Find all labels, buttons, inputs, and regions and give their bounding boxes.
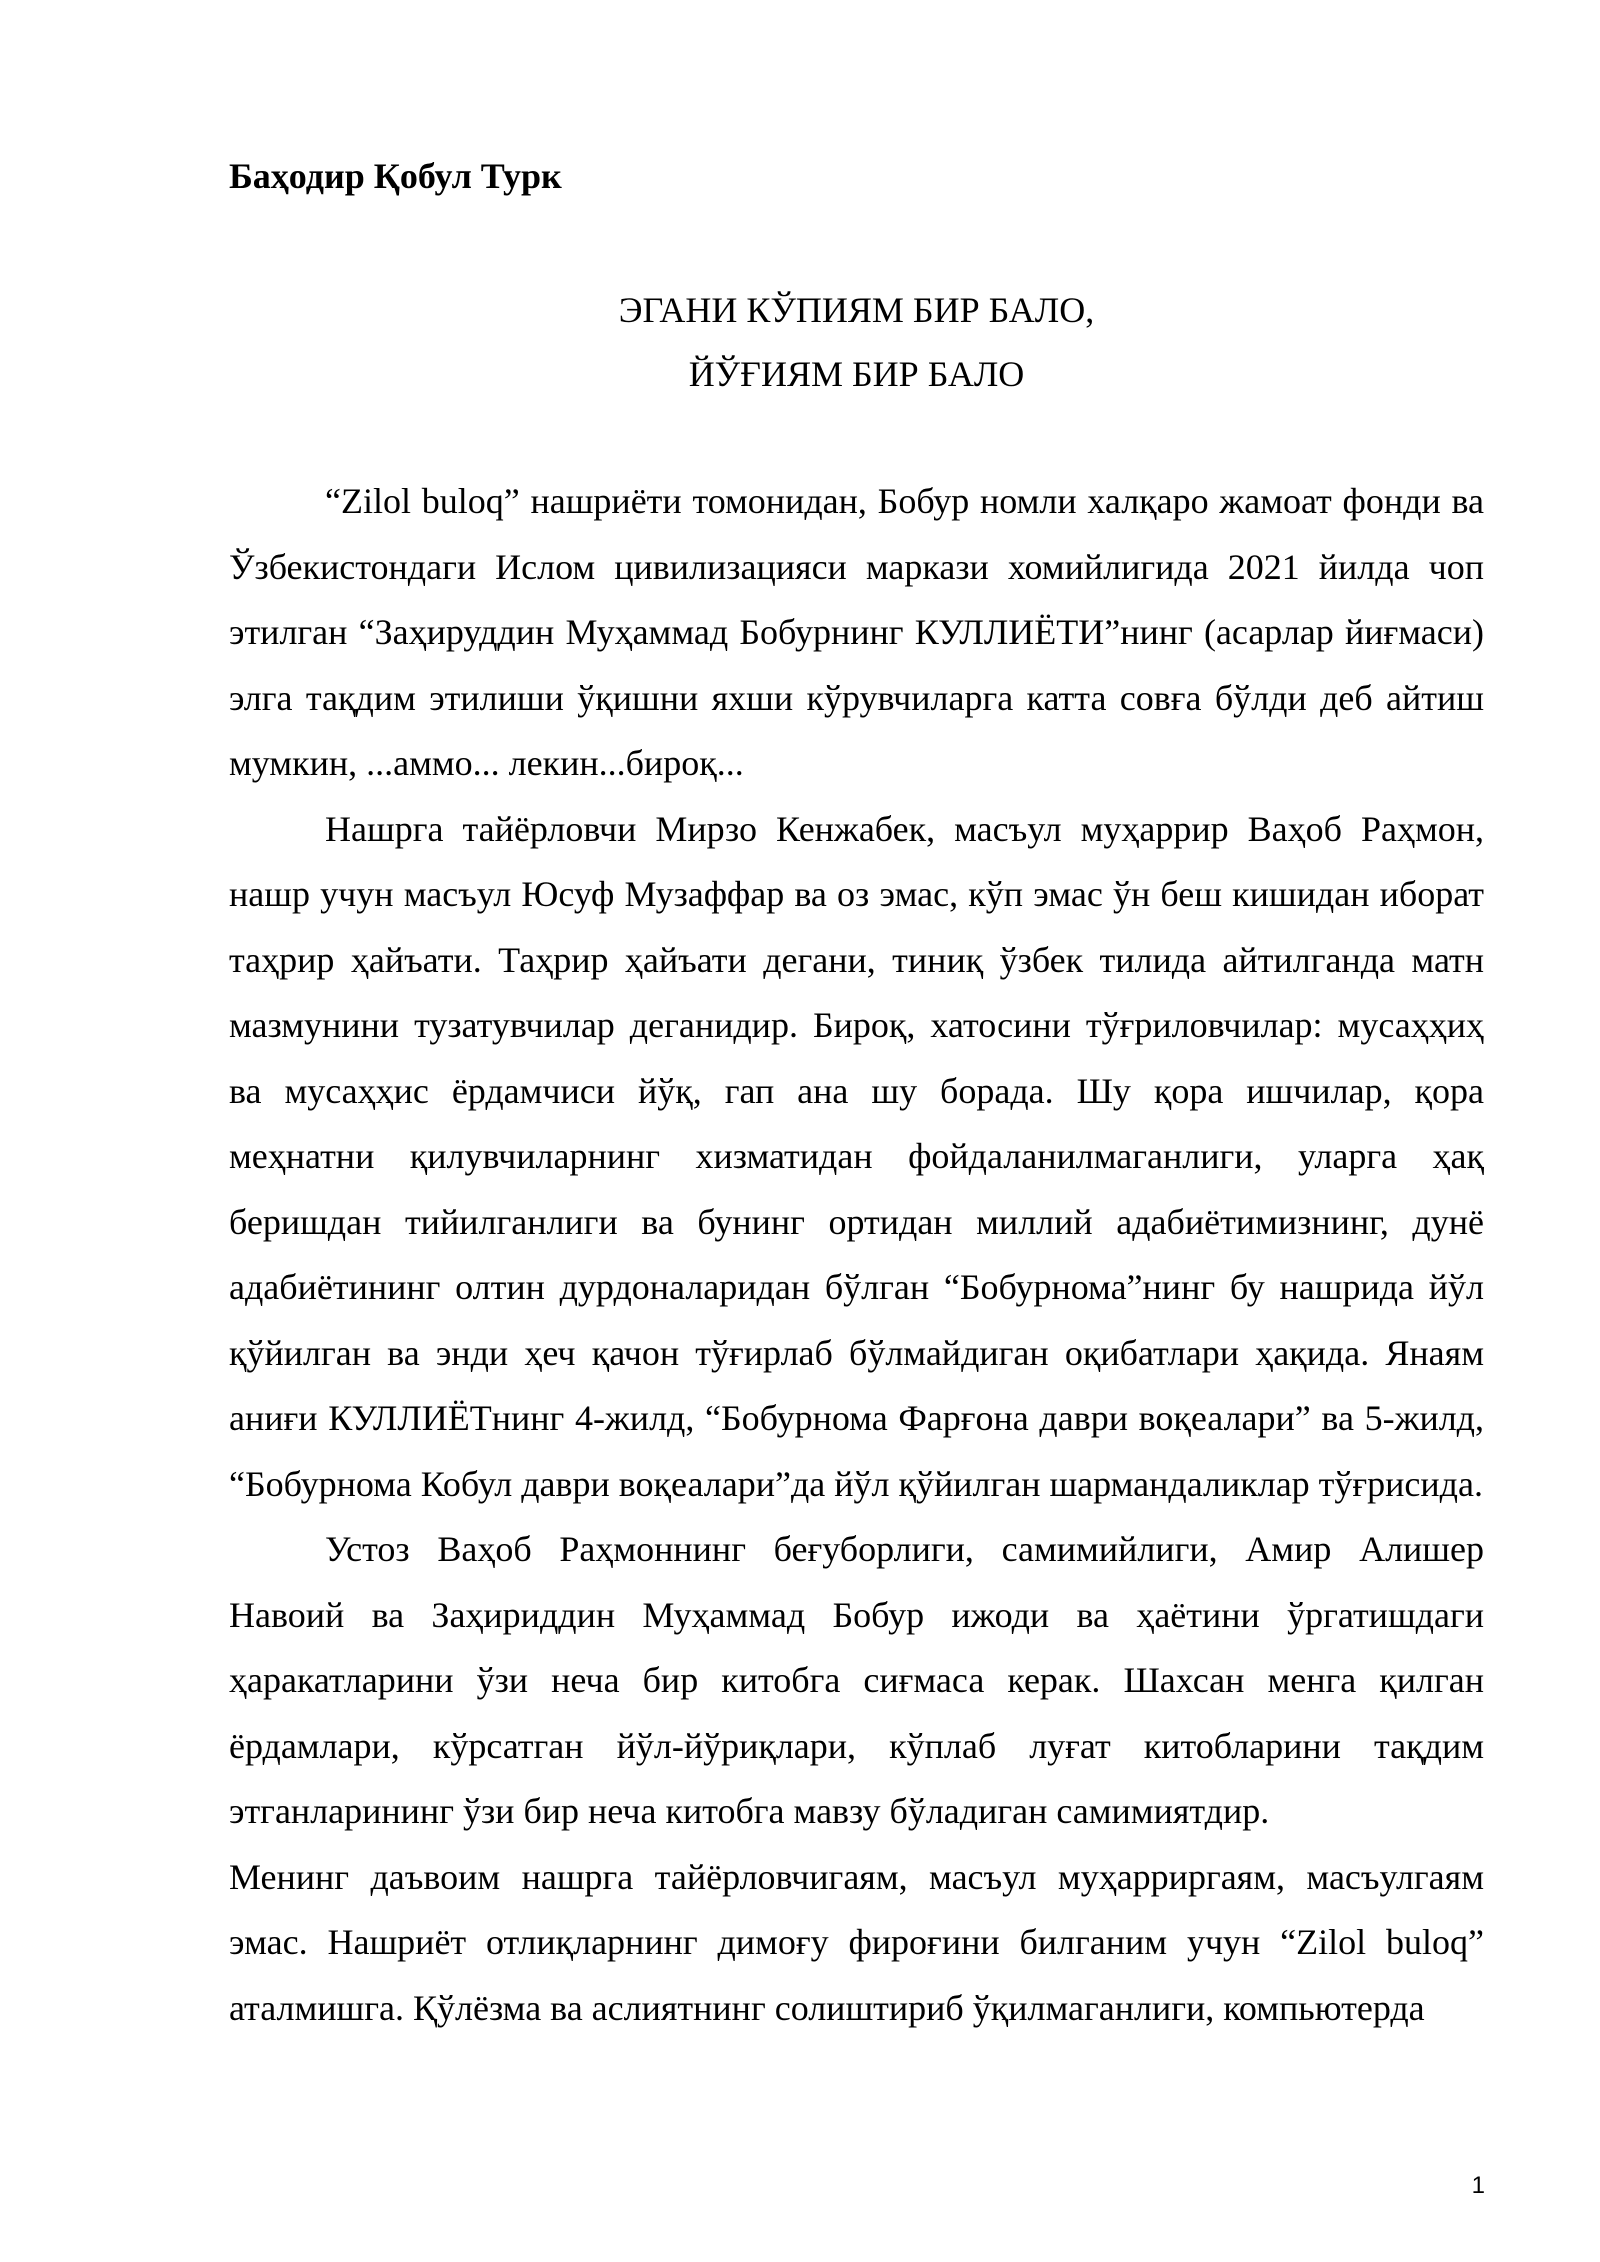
paragraph-3: Устоз Ваҳоб Раҳмоннинг беғуборлиги, самимийлиги, Амир Алишер Навоий ва Заҳириддин Муҳаммад Бобур ижоди ва ҳаётини ўргатишдаги ҳаракатларини ўзи неча бир китобга сиғмаса керак. Шахсан менга қилган ёрдамлари, кўрсатган йўл-йўриқлари, кўплаб луғат китобларини тақдим этганларининг ўзи бир неча китобга мавзу бўладиган самимиятдир.: [229, 1529, 1484, 1831]
paragraph-1: “Zilol buloq” нашриёти томонидан, Бобур номли халқаро жамоат фонди ва Ўзбекистондаги Ислом цивилизацияси маркази хомийлигида 2021 йилда чоп этилган “Заҳируддин Муҳаммад Бобурнинг КУЛЛИЁТИ”нинг (асарлар йиғмаси) элга тақдим этилиши ўқишни яхши кўрувчиларга катта совға бўлди деб айтиш мумкин, ...аммо... лекин...бироқ...: [229, 481, 1484, 783]
document-title: [229, 278, 1484, 406]
paragraph-2: Нашрга тайёрловчи Мирзо Кенжабек, масъул муҳаррир Ваҳоб Раҳмон, нашр учун масъул Юсуф Музаффар ва оз эмас, кўп эмас ўн беш кишидан иборат таҳрир ҳайъати. Таҳрир ҳайъати дегани, тиниқ ўзбек тилида айтилганда матн мазмунини тузатувчилар деганидир. Бироқ, хатосини тўғриловчилар: мусаҳҳиҳ ва мусаҳҳис ёрдамчиси йўқ, гап ана шу борада. Шу қора ишчилар, қора меҳнатни қилувчиларнинг хизматидан фойдаланилмаганлиги, уларга ҳақ беришдан тийилганлиги ва бунинг ортидан миллий адабиётимизнинг, дунё адабиётининг олтин дурдоналаридан бўлган “Бобурнома”нинг бу нашрида йўл қўйилган ва энди ҳеч қачон тўғирлаб бўлмайдиган оқибатлари ҳақида. Янаям аниғи КУЛЛИЁТнинг 4-жилд, “Бобурнома Фарғона даври воқеалари” ва 5-жилд, “Бобурнома Кобул даври воқеалари”да йўл қўйилган шармандаликлар тўғрисида.: [229, 808, 1484, 1504]
author-name: Баҳодир Қобул Турк: [229, 156, 562, 196]
title-line-1: ЭГАНИ КЎПИЯМ БИР БАЛО,: [618, 290, 1095, 330]
body-text: [229, 469, 1484, 2041]
page-number: 1: [1471, 2172, 1485, 2199]
paragraph-4: Менинг даъвоим нашрга тайёрловчигаям, масъул муҳарриргаям, масъулгаям эмас. Нашриёт отлиқларнинг димоғу фироғини билганим учун “Zilol buloq” аталмишга. Қўлёзма ва аслиятнинг солиштириб ўқилмаганлиги, компьютерда: [229, 1856, 1484, 2028]
title-line-2: ЙЎҒИЯМ БИР БАЛО: [688, 354, 1025, 394]
